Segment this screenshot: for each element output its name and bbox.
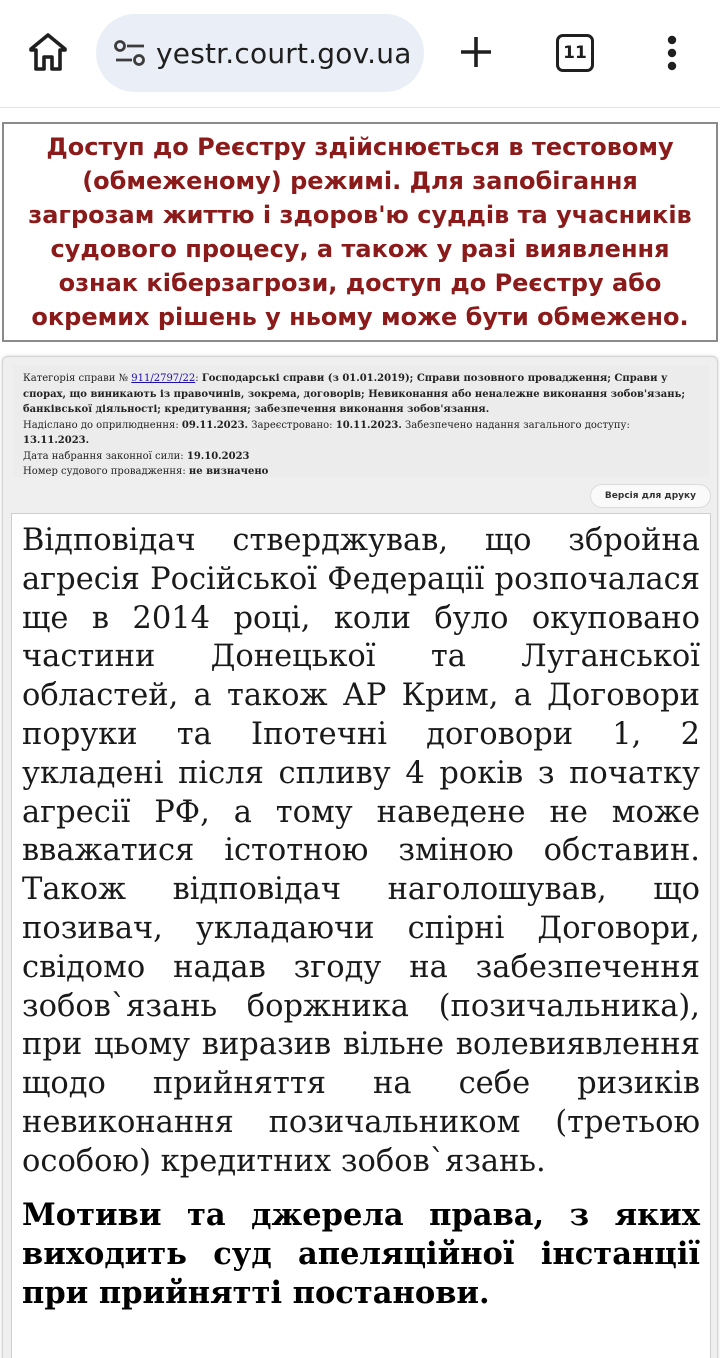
effective-date: 19.10.2023: [186, 450, 250, 462]
new-tab-button[interactable]: [452, 28, 500, 76]
proceeding-line: [23, 464, 699, 480]
tab-switcher-button[interactable]: [556, 34, 594, 72]
more-menu-button[interactable]: [652, 28, 692, 78]
proceeding-label: Номер судового провадження:: [23, 466, 186, 477]
decision-paragraph: Відповідач стверджував, що збройна агресія Російської Федерації розпочалася ще в 2014 році, коли було окуповано частини Донецької та Луганської областей, а також АР Крим, а Договори поруки та Іпотечні договори 1, 2 укладені після спливу 4 років з початку агресії РФ, а тому наведене не може вважатися істотною зміною обставин. Також відповідач наголошував, що позивач, укладаючи спірні Договори, свідомо надав згоду на забезпечення зобов`язань боржника (позичальника), при цьому виразив вільне волевиявлення щодо прийняття на себе ризиків невиконання позичальником (третьою особою) кредитних зобов`язань.: [22, 523, 700, 1179]
access-date: 13.11.2023.: [23, 435, 90, 446]
print-version-button[interactable]: Версія для друку: [590, 484, 711, 508]
registered-date: 10.11.2023.: [335, 419, 402, 431]
site-settings-button[interactable]: [110, 33, 150, 73]
address-bar[interactable]: [96, 14, 424, 92]
plus-icon: [458, 34, 494, 70]
tune-icon: [113, 38, 147, 68]
sent-label: Надіслано до оприлюднення:: [23, 419, 179, 431]
effective-label: Дата набрання законної сили:: [23, 450, 184, 462]
section-heading: Мотиви та джерела права, з яких виходить суд апеляційної інстанції при прийнятті постанови.: [22, 1196, 700, 1311]
access-warning-banner: [2, 122, 718, 342]
dates-line: [23, 418, 699, 449]
case-category-line: Категорія справи № 911/2797/22: Господарські справи (з 01.01.2019); Справи позовного провадження; Справи у спорах, що виникають із правочинів, зокрема, договорів; Невиконання або неналежне виконання зобов'язань; банківської діяльності; кредитування; забезпечення виконання зобов'язання.: [23, 373, 686, 415]
registered-label: Зареєстровано:: [251, 419, 333, 431]
category-value: Господарські справи (з 01.01.2019); Справи позовного провадження; Справи у спорах, що виникають із правочинів, зокрема, договорів; Невиконання або неналежне виконання зобов'язань; банківської діяльності; кредитування; забезпечення виконання зобов'язання.: [23, 373, 686, 415]
home-button[interactable]: [22, 26, 74, 78]
category-label: Категорія справи №: [23, 373, 129, 384]
tab-count: 11: [563, 43, 587, 63]
case-metadata: [13, 365, 709, 477]
proceeding-value: не визначено: [188, 466, 269, 477]
url-text[interactable]: yestr.court.gov.ua: [156, 36, 412, 70]
print-row: [3, 481, 719, 513]
more-vert-icon: [666, 34, 678, 72]
sent-date: 09.11.2023.: [181, 419, 249, 431]
effective-line: [23, 449, 699, 465]
home-icon: [26, 30, 70, 74]
browser-toolbar: [0, 0, 720, 108]
decision-text: [11, 513, 711, 1358]
access-label: Забезпечено надання загального доступу:: [405, 419, 630, 431]
case-number-link[interactable]: 911/2797/22: [131, 373, 196, 384]
warning-text: Доступ до Реєстру здійснюється в тестовому (обмеженому) режимі. Для запобігання загрозам життю і здоров'ю суддів та учасників судового процесу, а також у разі виявлення ознак кіберзагрози, доступ до Реєстру або окремих рішень у ньому може бути обмежено.: [28, 133, 692, 331]
decision-document: [2, 356, 718, 1358]
